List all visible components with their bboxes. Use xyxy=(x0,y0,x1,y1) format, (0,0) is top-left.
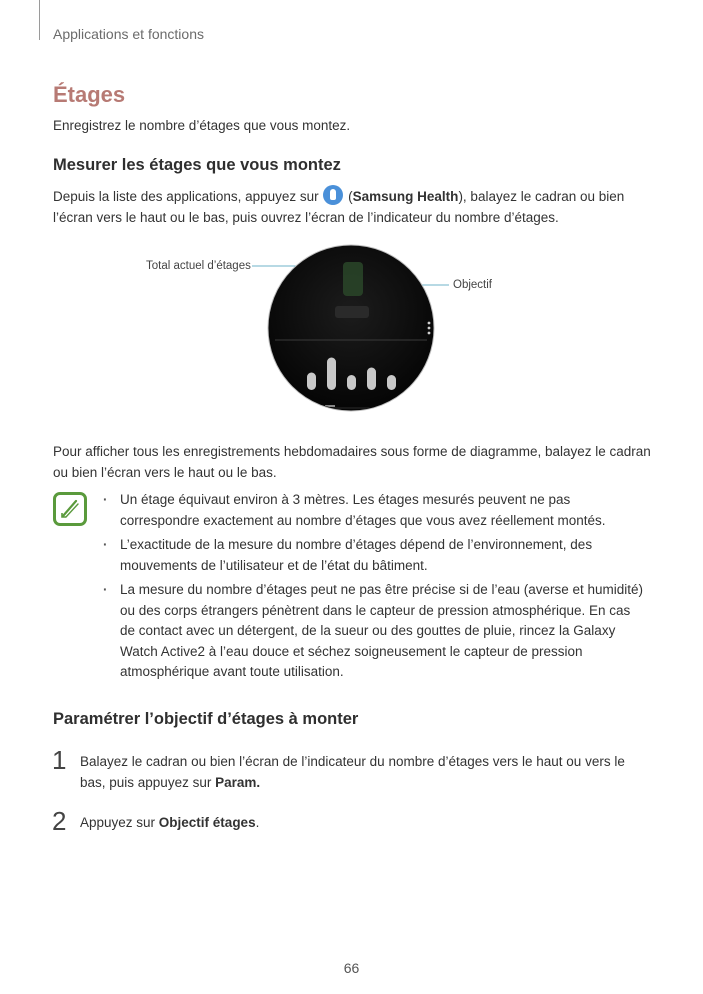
app-name: Samsung Health xyxy=(352,189,459,204)
callout-goal: Objectif xyxy=(453,279,492,291)
note-item: · La mesure du nombre d’étages peut ne pas être précise si de l’eau (averse et humidité) ou des corps étrangers pénètrent dans le capteur de pression atmosphérique. En cas de contact avec un détergent, de la sueur ou des gouttes de pluie, rincez la Galaxy Watch Active2 à l’eau douce et séchez soigneusement le capteur de pression atmosphérique avant toute utilisation. xyxy=(103,580,648,683)
step-number: 1 xyxy=(52,745,67,775)
step-2-body: Appuyez sur xyxy=(80,815,159,830)
page-number: 66 xyxy=(343,960,360,976)
more-options-dot-2 xyxy=(428,327,431,330)
step-number: 2 xyxy=(52,806,67,836)
step-2-bold: Objectif étages xyxy=(158,815,256,830)
step-2-end: . xyxy=(255,815,260,830)
step-1-text xyxy=(80,751,640,793)
note-item: · Un étage équivaut environ à 3 mètres. Les étages mesurés peuvent ne pas correspondre exactement au nombre d’étages que vous avez réellement montés. xyxy=(103,490,648,531)
step-1-bold: Param. xyxy=(215,775,261,790)
weekly-paragraph: Pour afficher tous les enregistrements hebdomadaires sous forme de diagramme, balayez le cadran ou bien l’écran vers le haut ou le bas. xyxy=(53,444,651,480)
note-icon xyxy=(53,492,87,526)
measure-heading: Mesurer les étages que vous montez xyxy=(53,156,341,174)
watch-screen xyxy=(267,244,435,412)
weekly-floor-bar xyxy=(307,373,316,391)
more-options-dot-1 xyxy=(428,322,431,325)
pencil-icon xyxy=(56,495,84,523)
callout-current-floors: Total actuel d’étages xyxy=(146,260,251,272)
notes-list xyxy=(103,490,648,687)
more-options-dot-3 xyxy=(428,332,431,335)
note-item: · L’exactitude de la mesure du nombre d’étages dépend de l’environnement, des mouvements de l’utilisateur et de l’état du bâtiment. xyxy=(103,535,648,576)
step-2-text xyxy=(80,812,640,833)
intro-text: Enregistrez le nombre d’étages que vous montez. xyxy=(53,118,351,133)
page-title: Étages xyxy=(53,82,126,107)
weekly-floor-bar xyxy=(367,368,376,391)
measure-text-after: ), balayez le cadran ou bien l’écran vers le haut ou le bas, puis ouvrez l’écran de l’indicateur du nombre d’étages. xyxy=(53,189,625,225)
floor-count-blur xyxy=(335,306,369,318)
section-header: Applications et fonctions xyxy=(53,26,204,42)
weekly-floor-bar xyxy=(387,375,396,390)
goal-heading: Paramétrer l’objectif d’étages à monter xyxy=(53,710,359,728)
weekly-floor-bar xyxy=(347,375,356,390)
stair-graphic xyxy=(343,262,363,296)
measure-text-open: ( xyxy=(344,189,353,204)
step-1-body: Balayez le cadran ou bien l’écran de l’indicateur du nombre d’étages vers le haut ou vers le bas, puis appuyez sur xyxy=(80,754,625,790)
weekly-floor-bar xyxy=(327,358,336,391)
measure-text-before: Depuis la liste des applications, appuyez sur xyxy=(53,189,323,204)
